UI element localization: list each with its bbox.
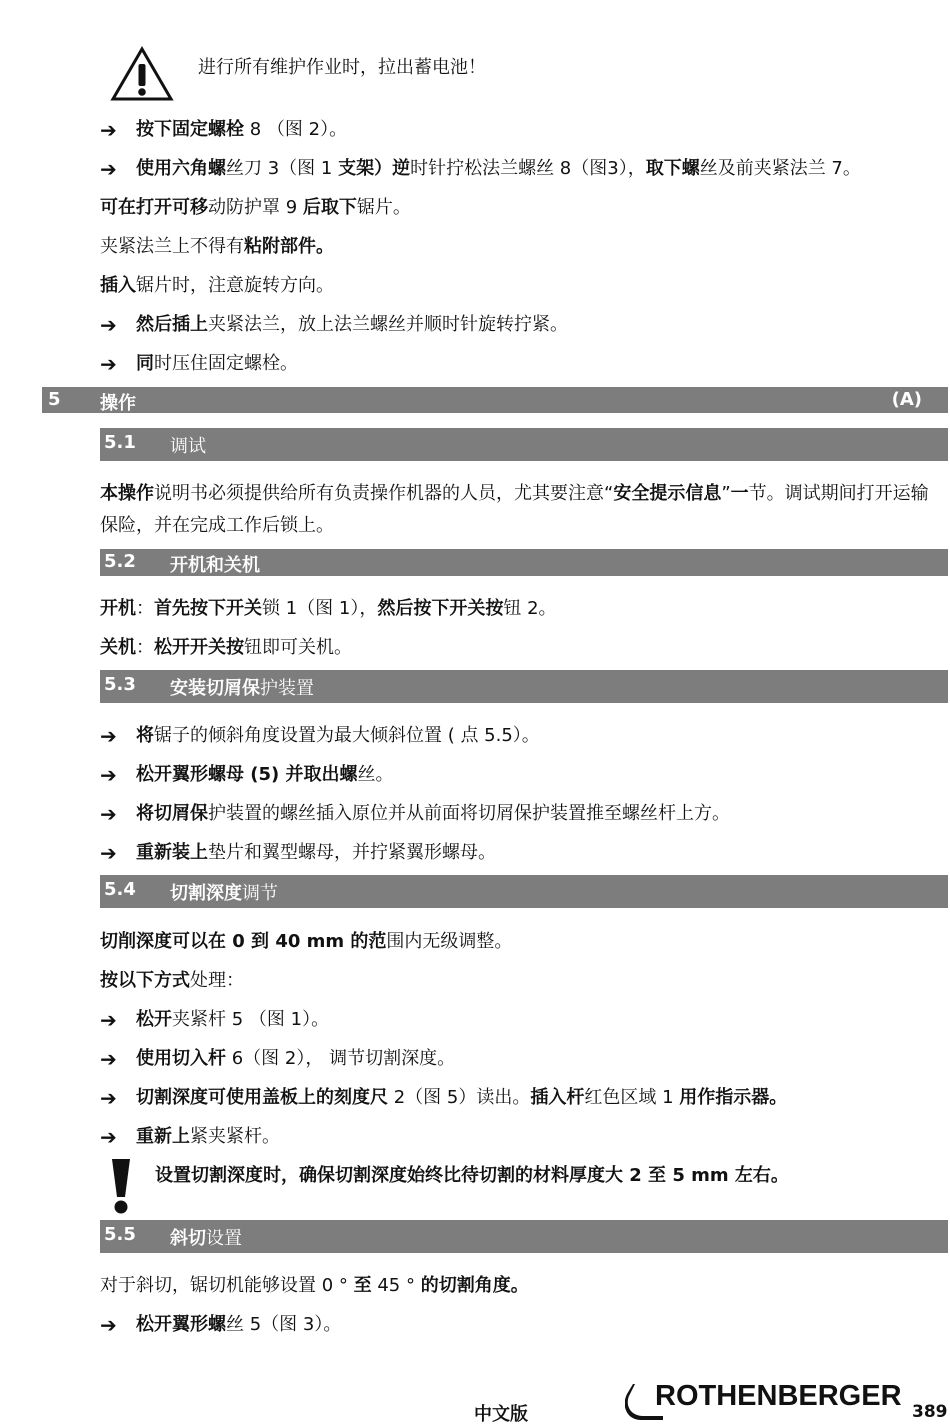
arrow-icon: ➔	[100, 1313, 117, 1337]
text-line: 夹紧法兰上不得有粘附部件。	[100, 236, 334, 257]
subsection-header: 5.2 开机和关机	[100, 549, 948, 576]
brand-name: ROTHENBERGER	[655, 1380, 902, 1412]
arrow-icon: ➔	[100, 724, 117, 748]
instruction-line: 松开翼形螺母 (5) 并取出螺丝。	[136, 764, 394, 785]
text-line: 插入锯片时，注意旋转方向。	[100, 275, 334, 296]
text-line: 关机：松开开关按钮即可关机。	[100, 637, 352, 658]
exclamation-icon	[108, 1157, 134, 1215]
paragraph: 本操作说明书必须提供给所有负责操作机器的人员，尤其要注意“安全提示信息”一节。调试期间打开运输保险，并在完成工作后锁上。	[100, 483, 929, 536]
instruction-line: 切割深度可使用盖板上的刻度尺 2（图 5）读出。插入杆红色区域 1 用作指示器。	[136, 1087, 788, 1108]
subsection-header: 5.5 斜切设置	[100, 1220, 948, 1253]
instruction-line: 将锯子的倾斜角度设置为最大倾斜位置 ( 点 5.5）。	[136, 725, 540, 746]
note-text: 设置切割深度时，确保切割深度始终比待切割的材料厚度大 2 至 5 mm 左右。	[155, 1165, 789, 1186]
arrow-icon: ➔	[100, 313, 117, 337]
text-line: 按以下方式处理：	[100, 970, 244, 991]
footer-language: 中文版	[474, 1404, 528, 1425]
instruction-line: 使用六角螺丝刀 3（图 1 支架）逆时针拧松法兰螺丝 8（图3），取下螺丝及前夹紧法兰 7。	[136, 158, 861, 179]
arrow-icon: ➔	[100, 1047, 117, 1071]
instruction-line: 松开翼形螺丝 5（图 3）。	[136, 1314, 342, 1335]
warning-text: 进行所有维护作业时，拉出蓄电池！	[198, 57, 486, 78]
instruction-line: 按下固定螺栓 8 （图 2）。	[136, 119, 348, 140]
subsection-header: 5.4 切割深度调节	[100, 875, 948, 908]
rothenberger-logo	[625, 1378, 902, 1422]
instruction-line: 重新上紧夹紧杆。	[136, 1126, 280, 1147]
arrow-icon: ➔	[100, 802, 117, 826]
instruction-line: 然后插上夹紧法兰，放上法兰螺丝并顺时针旋转拧紧。	[136, 314, 568, 335]
arrow-icon: ➔	[100, 763, 117, 787]
subsection-header: 5.1 调试	[100, 428, 948, 461]
warning-triangle-icon	[110, 46, 174, 102]
arrow-icon: ➔	[100, 118, 117, 142]
text-line: 切削深度可以在 0 到 40 mm 的范围内无级调整。	[100, 931, 513, 952]
text-line: 开机：首先按下开关锁 1（图 1），然后按下开关按钮 2。	[100, 598, 557, 619]
section-header: 5 操作 (A)	[42, 387, 948, 413]
text-line: 可在打开可移动防护罩 9 后取下锯片。	[100, 197, 411, 218]
arrow-icon: ➔	[100, 352, 117, 376]
arrow-icon: ➔	[100, 1008, 117, 1032]
instruction-line: 同时压住固定螺栓。	[136, 353, 298, 374]
text-line: 对于斜切，锯切机能够设置 0 ° 至 45 ° 的切割角度。	[100, 1275, 529, 1296]
instruction-line: 松开夹紧杆 5 （图 1）。	[136, 1009, 330, 1030]
page-number: 389	[912, 1402, 948, 1422]
instruction-line: 将切屑保护装置的螺丝插入原位并从前面将切屑保护装置推至螺丝杆上方。	[136, 803, 730, 824]
arrow-icon: ➔	[100, 1086, 117, 1110]
instruction-line: 重新装上垫片和翼型螺母，并拧紧翼形螺母。	[136, 842, 496, 863]
arrow-icon: ➔	[100, 1125, 117, 1149]
instruction-line: 使用切入杆 6（图 2）， 调节切割深度。	[136, 1048, 456, 1069]
arrow-icon: ➔	[100, 157, 117, 181]
subsection-header: 5.3 安装切屑保护装置	[100, 670, 948, 703]
arrow-icon: ➔	[100, 841, 117, 865]
